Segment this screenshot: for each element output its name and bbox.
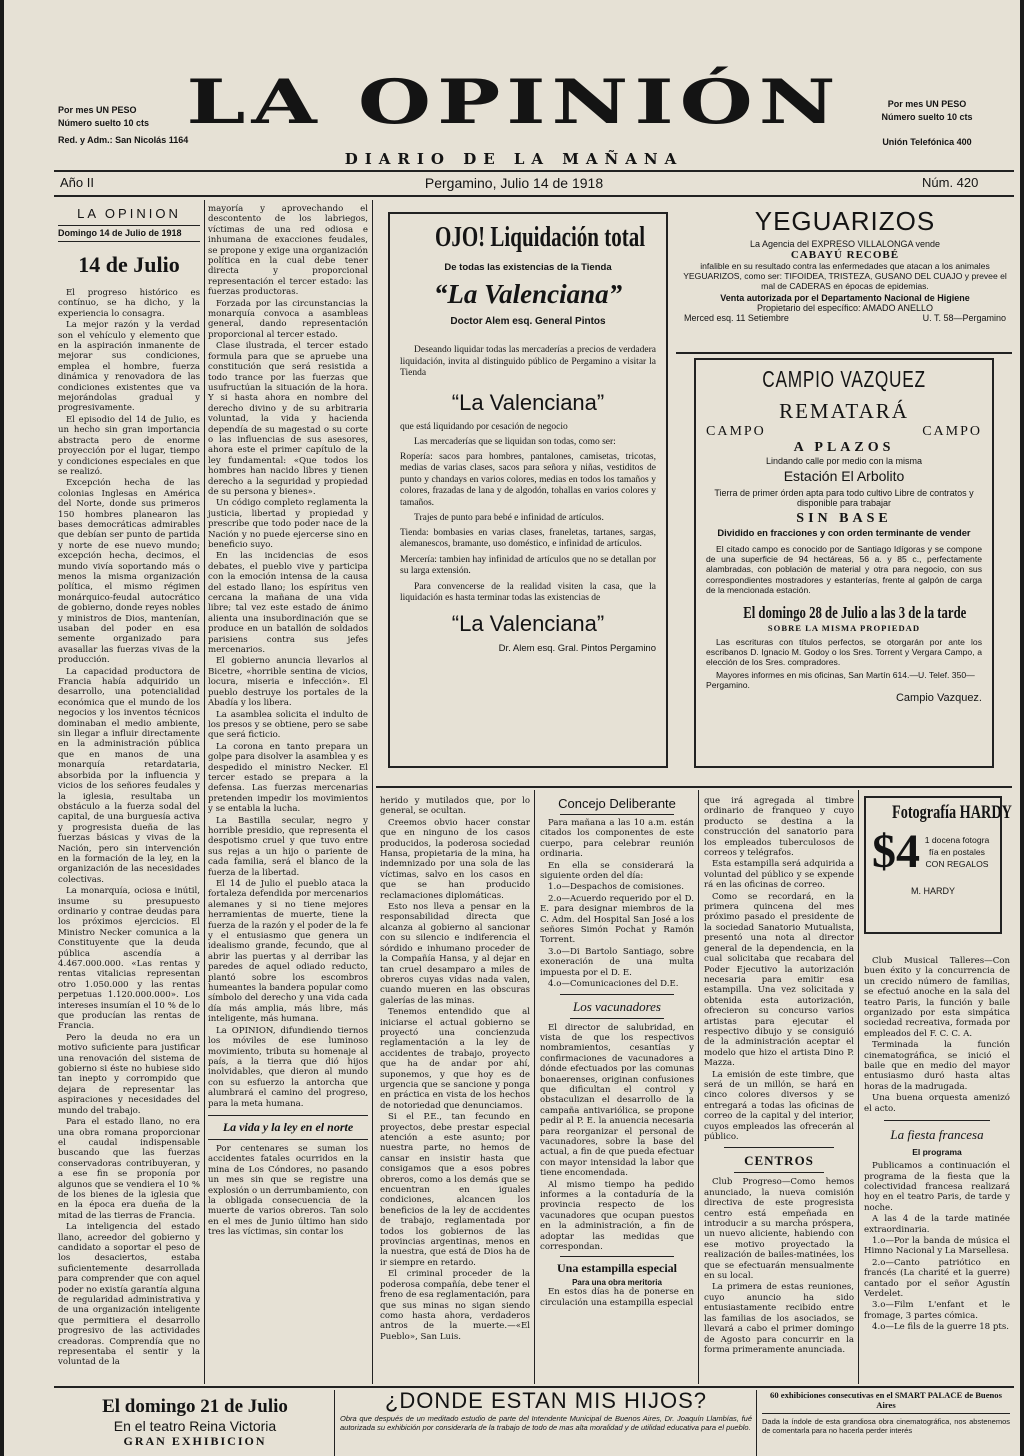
vacunadores-title: Los vacunadores xyxy=(573,998,661,1014)
paragraph: En las incidencias de esos debates, el pueblo vive y participa con la emoción intensa de la causa del estado llano; los espíritus ven cercana la mañana de una vida libre; tal vez este estado de ánimo alienta una insubordinación que se produce en un batallón de soldados parisiens contra sus jefes mercenarios. xyxy=(208,551,368,656)
paragraph: El 14 de Julio el pueblo ataca la fortaleza defendida por mercenarios alemanes y si no tiene mejores herramientas de muerte, tiene la fuerza de la razón y el poder de la fe y el entusiasmo que genera un idealismo grande, fecundo, que al abrir las puertas y al derribar las paredes de aquel odiado reducto, plantó sobre los escombros humeantes la bandera popular como símbolo del derecho y una vida cada día más amplia, más libre, más inteligente, más humana. xyxy=(208,879,368,1025)
ad-yeguarizos-l1: La Agencia del EXPRESO VILLALONGA vende xyxy=(749,239,941,249)
ad-valenciana-p2: Las mercaderías que se liquidan son todas, como ser: xyxy=(414,437,616,447)
paragraph: El episodio del 14 de Julio, es un hecho sin gran importancia abstracta pero de enorme proyección por el lugar, tiempo y condiciones especiales en que se realizó. xyxy=(58,414,200,477)
ad-yeguarizos-l3: infalible en su resultado contra las enfermedades que atacan a los animales YEGUARIZOS, como ser: TIFOIDEA, TRISTEZA, GUSANO DEL CUAJO y prevee el mal de CADERAS en épocas de epidemias. xyxy=(683,261,1007,291)
paragraph: El gobierno anuncia llevarlos al Bicetre, «horrible sentina de vicios, locura, miseria e infección». El pueblo destruye los portales de la Abadía y los libera. xyxy=(208,656,368,709)
paragraph: 4.o—Le fils de la guerre 18 pts. xyxy=(872,1322,1009,1333)
ad-campio-desc: El citado campo es conocido por de Santiago Idígoras y se compone de una superficie de 94 hectáreas, 56 a. y 85 c., perfectamente alambradas, con población de material y otra para negocio, con sus correspondientes mostradores y estanterías, frente al galpón de carga de la mencionada estación. xyxy=(706,544,982,595)
paragraph: 4.o—Comunicaciones del D.E. xyxy=(548,979,679,990)
paragraph: Publicamos a continuación el programa de la fiesta que la colectividad francesa realizará hoy en el teatro Paris, de tarde y noche. xyxy=(864,1161,1010,1213)
paragraph: Club Musical Talleres—Con buen éxito y la concurrencia de un crecido número de familias, se efectuó anoche en la sala del teatro Paris, la función y baile organizado por esta simpática sociedad recreativa, formada por empleados del F. C. C. A. xyxy=(864,956,1010,1039)
vacunadores-body xyxy=(540,1023,694,1253)
ad-campio-domingo-text: El domingo 28 de Julio a las 3 de la tarde xyxy=(743,603,967,623)
paragraph: Tenemos entendido que al iniciarse el actual gobierno se proyectó una concienzuda reglamentación a la ley de accidentes de trabajo, proyecto que ha de andar por ahí, suponemos, y que hoy es de urgencia que se sancione y ponga en práctica en vista de los hechos de notoriedad que denunciamos. xyxy=(380,1007,530,1111)
ad-campio-lindando: Lindando calle por medio con la misma xyxy=(765,456,923,466)
paragraph: Un código completo reglamenta la justicia, libertad y propiedad y prescribe que todo poder nace de la Nación y no puede ejercerse sino en beneficio suyo. xyxy=(208,498,368,550)
ad-hardy-line: CON REGALOS xyxy=(925,859,989,869)
ad-campio-dividido: Dividido en fracciones y con orden terminante de vender xyxy=(717,527,971,538)
concejo-body xyxy=(540,818,694,990)
ad-yeguarizos-l6a: Merced esq. 11 Setiembre xyxy=(684,313,789,323)
ad-campio-domingo xyxy=(706,603,982,623)
editorial-date: Domingo 14 de Julio de 1918 xyxy=(58,228,182,238)
ad-valenciana xyxy=(388,212,668,768)
paragraph: La inteligencia del estado llano, acreedor del gobierno y candidato a soportar el peso de los desaciertos, estaba suficientemente desarrollada para comprender que con aquel poder no existía garantía alguna de regularidad administrativa y de una organización inteligente que permitiera el desarrollo progresivo de las actividades creadoras. Comprendía que no representaba el sentir y la voluntad de la xyxy=(58,1222,200,1368)
paragraph: En ella se considerará la siguiente orden del día: xyxy=(540,860,694,882)
paragraph: La primera de estas reuniones, cuyo anuncio ha sido entusiastamente recibido entre las familias de los asociados, se llevará a cabo el primer domingo de Agosto para concurrir en la forma primeramente anunciada. xyxy=(704,1282,854,1355)
paragraph: 3.o—Di Bartolo Santiago, sobre exoneración de una multa impuesta por el D. E. xyxy=(540,946,694,978)
paragraph: 2.o—Acuerdo requerido por el D. E. para designar miembros de la C. Adm. del Hospital San José a los señores Simón Pochat y Ramón Torrent. xyxy=(540,893,694,946)
paragraph: La monarquía, ociosa e inútil, insume su presupuesto ordinario y contrae deudas para los próximos ejercicios. El Ministro Necker comunica a la Constituyente que la deuda pública ascendía a 4.467.000.000. «Las rentas y rentas vitalicias representan otro 1.050.000 y las rentas perpetuas 1.120.000.000». Los intereses insumían el 10 % de lo que producían las rentas de Francia. xyxy=(58,886,200,1032)
bottom-left xyxy=(60,1396,330,1449)
paragraph: La emisión de este timbre, que será de un millón, se hará en cinco colores diversos y se entregará a todas las oficinas de correo de la capital y del interior, cuyos empleados las ofrecerán al público. xyxy=(704,1069,854,1142)
ad-valenciana-p7: Para convencerse de la realidad visiten la casa, que la liquidación es hasta terminar todas las existencias de xyxy=(400,581,656,603)
bottom-left-line3: GRAN EXHIBICION xyxy=(123,1434,267,1448)
ad-valenciana-p6: Mercería: tambien hay infinidad de artículos que no se detallan por su larga extensión. xyxy=(400,554,656,576)
paragraph: Una buena orquesta amenizó el acto. xyxy=(864,1093,1010,1114)
ad-campio xyxy=(694,358,994,768)
concejo-title: Concejo Deliberante xyxy=(558,796,676,811)
ad-hardy-price: $4 xyxy=(872,825,920,878)
ad-yeguarizos-title: YEGUARIZOS xyxy=(754,206,936,236)
paragraph: Para el estado llano, no era una obra romana proporcionar el caudal indispensable buscando que las fuerzas conservadoras contribuyeran, y a ese fin se proponía por algunos que se vendiera el 10 % de los bienes de la iglesia que en la época era dueña de la mitad de las tierras de Francia. xyxy=(58,1117,200,1221)
paragraph: El director de salubridad, en vista de que los respectivos nombramientos, cesantías y confirmaciones de vacunadores a dónde efectuados por las comunas bonaerenses, originan confusiones que dificultan el control y obstaculizan el desarrollo de la campaña antivariólica, se propone pedir al P. E. la anuencia necesaria para reorganizar el personal de vacunadores, sobre la base del actual, a fin de que pueda efectuar con mayor intensidad la labor que tiene encomendada. xyxy=(540,1022,694,1179)
paragraph: Terminada la función cinematográfica, se inició el baile que en medio del mayor entusiasmo duró hasta altas horas de la madrugada. xyxy=(864,1040,1010,1092)
ad-yeguarizos-l2: CABAYÚ RECOBÉ xyxy=(790,249,900,261)
right-ear-line: Número suelto 10 cts xyxy=(881,112,973,122)
paragraph: 1.o—Despachos de comisiones. xyxy=(548,882,684,893)
left-ear-line: Número suelto 10 cts xyxy=(58,118,150,128)
bottom-mid-title: ¿DONDE ESTAN MIS HIJOS? xyxy=(384,1388,708,1413)
fiesta-programa: El programa xyxy=(912,1147,962,1158)
paragraph: 1.o—Por la banda de música el Himno Nacional y La Marsellesa. xyxy=(864,1235,1010,1257)
ad-valenciana-p5: Tienda: bombasies en varias clases, franeletas, tartanes, sargas, alemanescos, bramante, uso doméstico, e infinidad de artículos. xyxy=(400,527,656,549)
ad-yeguarizos xyxy=(680,206,1010,323)
ad-campio-plazos: A PLAZOS xyxy=(793,440,895,455)
concejo-column xyxy=(540,796,694,1309)
paragraph: 2.o—Canto patriótico en francés (La charité et la guerre) cantado por el señor Agustín Verdelet. xyxy=(864,1257,1010,1299)
paragraph: Excepción hecha de las colonias Inglesas en América del Norte, donde sus primeros 150 hombres planearon las bases democráticas admirables que debían ser punto de partida y norte de ese nuevo mundo; excepción hecha, decimos, el mundo vivía soportando más o menos la misma organización política, el mismo régimen monárquico-feudal autocrático de gobierno, donde reyes nobles y ministros de Dios, mantenían, usaban del poder en esa semente organizado para avasallar las fuerzas vivas de la producción. xyxy=(58,478,200,666)
bottom-right-line2: Dada la índole de esta grandiosa obra cinematográfica, nos abstenemos de comentarla para no hacerla perder interés xyxy=(762,1417,1010,1435)
ad-valenciana-footer: Dr. Alem esq. Gral. Pintos Pergamino xyxy=(498,642,656,654)
ad-valenciana-p3: Ropería: sacos para hombres, pantalones, camisetas, tricotas, medias de varias clases, sacos para señora y niñas, vestiditos de punto y chandays en varios colores, medias en todos los tamaños y colores, frazadas de lana y de algodón, tohallas en varios colores y tamaños. xyxy=(400,451,656,508)
ad-valenciana-intro: Deseando liquidar todas las mercaderías a precios de verdadera liquidación, invita al distinguido público de Pergamino a visitar la Tienda xyxy=(400,345,656,378)
paragraph: A las 4 de la tarde matinée extraordinaria. xyxy=(864,1214,1010,1235)
paragraph: Pero la deuda no era un motivo suficiente para justificar una renovación del sistema de gobierno si éste no hubiese sido tan inepto y corrompido que dejara de representar las aspiraciones y necesidades del mundo del trabajo. xyxy=(58,1032,200,1116)
stamp-column xyxy=(704,796,854,1356)
left-ear-line: Red. y Adm.: San Nicolás 1164 xyxy=(58,135,189,145)
mine-article xyxy=(380,796,530,1343)
paragraph: El criminal proceder de la poderosa compañía, debe tener el freno de esa reglamentación, para que sus minas no sigan siendo como hasta ahora, verdaderos antros de la muerte.—«El Pueblo», San Luis. xyxy=(380,1269,530,1342)
paragraph: Como se recordará, en la primera quincena del mes próximo pasado el presidente de la sociedad Sanatorio Mutualista, presentó una nota al director general de la dependencia, en la cual solicitaba que recabara del Poder Ejecutivo la autorización necesaria para emitir esa estampilla. Una vez solicitada y obtenida esta autorización, ofrecieron su concurso varios artistas para ejecutar el respectivo dibujo y se consiguió de la administración aceptar el modelo que hizo el artista Dino P. Mazza. xyxy=(704,891,854,1069)
fiesta-title: La fiesta francesa xyxy=(890,1127,984,1143)
ad-yeguarizos-l6b: U. T. 58—Pergamino xyxy=(922,313,1006,323)
ad-campio-sin-base: SIN BASE xyxy=(796,511,892,526)
editorial-column-1 xyxy=(58,206,200,1369)
editorial-column-2 xyxy=(208,204,368,1239)
right-column xyxy=(864,956,1010,1334)
right-ear-line: Unión Telefónica 400 xyxy=(882,137,972,147)
year-label: Año II xyxy=(60,175,94,190)
paragraph: El progreso histórico es contínuo, se ha dicho, y la experiencia lo consagra. xyxy=(58,288,200,319)
estampilla-subtitle: Para una obra meritoria xyxy=(572,1278,662,1288)
centros-body xyxy=(704,1177,854,1355)
bottom-right-line1: 60 exhibiciones consecutivas en el SMART PALACE de Buenos Aires xyxy=(770,1390,1002,1410)
ad-valenciana-headline xyxy=(400,222,656,254)
paragraph: Por centenares se suman los accidentes fatales ocurridos en la mina de Los Cóndores, no pasando un mes sin que se registre una explosión o un derrumbamiento, con la obligada consecuencia de la muerte de varios obreros. Tan solo en el mes de Junio último han sido tres las víctimas, sin contar los xyxy=(208,1143,368,1238)
centros-title: CENTROS xyxy=(744,1153,814,1169)
left-ear-line: Por mes UN PESO xyxy=(58,105,137,115)
ad-valenciana-store: “La Valenciana” xyxy=(433,279,623,309)
paragraph: Si el P.E., tan fecundo en proyectos, debe prestar especial atención a este asunto; por nuestra parte, no hemos de cansar en insistir hasta que consigamos que a esos pobres obreros, como a los demás que se encuentran en iguales condiciones, alcancen los beneficios de la ley de accidentes de trabajo, reglamentada por todos los gobiernos de las provincias argentinas, menos en la nuestra, que está de Dios ha de ir siempre en retardo. xyxy=(380,1112,530,1268)
ad-campio-estacion: Estación El Arbolito xyxy=(783,468,905,484)
ad-hardy-price-row xyxy=(872,826,994,878)
estampilla-title: Una estampilla especial xyxy=(557,1261,677,1276)
ad-yeguarizos-l5: Propietario del específico: AMADO ANELLO xyxy=(756,303,934,313)
ad-hardy-text xyxy=(920,834,994,870)
vida-body xyxy=(208,1144,368,1238)
stamp-body xyxy=(704,796,854,1142)
ad-hardy-title xyxy=(872,802,1012,824)
paragraph: 3.o—Film L'enfant et le fromage, 3 partes cómica. xyxy=(864,1300,1010,1321)
ad-valenciana-headline-text: OJO! Liquidación total xyxy=(435,222,646,253)
paragraph: Clase ilustrada, el tercer estado formula para que se apruebe una constitución que será resistida a todo trance por las fuerzas que usufructúan la situación de la hora. Y si hasta ahora en nombre del derecho divino y de su arbitraria voluntad, la vida y hacienda dependía de su magestad o su corte o las influencias de sus asesores, ahora este el primer capítulo de la ley fundamental: «Que todos los hombres han nacido libres y tienen derecho a la seguridad y propiedad de su persona y bienes». xyxy=(208,341,368,497)
ad-hardy-firm: M. HARDY xyxy=(910,886,955,896)
paragraph: La corona en tanto prepara un golpe para disolver la asamblea y es despedido el ministro Necker. El tercer estado se prepara a la defensa. Las fuerzas mercenarias pretenden impedir los movimientos y se entabla la lucha. xyxy=(208,741,368,815)
paragraph: La capacidad productora de Francia había adquirido un desarrollo, una potencialidad económica que el mundo de los negocios y los inventos técnicos dominaban el medio ambiente, sin llegar a influir directamente en la administración pública que en manos de una monarquía retardataria, absorbida por la influencia y vicios de los señores feudales y la iglesia, resultaba un obstáculo a la fuerza sodal del capital, de una burguesía activa y progresista dueña de las fuerzas básicas y vivas de la Nación, pero sin intervención en la formación de la ley, en la organización de las necesidades colectivas. xyxy=(58,666,200,885)
fiesta-body xyxy=(864,1161,1010,1333)
issue-number: Núm. 420 xyxy=(922,175,979,190)
ad-valenciana-line1: De todas las existencias de la Tienda xyxy=(444,262,612,273)
paragraph: Esta estampilla será adquirida a voluntad del público y se expende rá en las oficinas de correo. xyxy=(704,859,854,891)
right-ear xyxy=(852,98,1002,149)
bottom-mid xyxy=(340,1388,752,1432)
ad-valenciana-address: Doctor Alem esq. General Pintos xyxy=(450,316,606,327)
paragraph: La asamblea solicita el indulto de los presos y se obtiene, pero se sabe que será ficticio. xyxy=(208,709,368,741)
paragraph: Forzada por las circunstancias la monarquía convoca a asambleas general, dando representación proporcional al tercer estado. xyxy=(208,298,368,340)
ad-campio-title-text: CAMPIO VAZQUEZ xyxy=(762,366,926,392)
estampilla-body xyxy=(540,1287,694,1308)
dateline: Pergamino, Julio 14 de 1918 xyxy=(424,175,604,191)
bottom-mid-body: Obra que después de un meditado estudio de parte del Intendente Municipal de Buenos Aires, Dr. Joaquín Llambías, fué autorizada su exhibición por considerarla de la trabajo de todo de mas alta moralidad y de utilidad educativa para el pueblo. xyxy=(340,1414,752,1432)
paragraph: En estos días ha de ponerse en circulación una estampilla especial xyxy=(540,1287,694,1308)
ad-campio-mayores: Mayores informes en mis oficinas, San Martín 614.—U. Telef. 350—Pergamino. xyxy=(706,669,975,690)
editorial-headline: 14 de Julio xyxy=(78,252,180,277)
ad-valenciana-store2: “La Valenciana” xyxy=(451,389,605,415)
masthead-title: LA OPINIÓN xyxy=(186,66,842,138)
paragraph: La Bastilla secular, negro y horrible presidio, que representa el despotismo cruel y que tuvo entre sus rejas a un hijo o pariente de cada familia, será el blanco de la fuerza de la libertad. xyxy=(208,815,368,878)
ad-valenciana-p1: que está liquidando por cesación de negocio xyxy=(400,421,568,432)
ad-hardy-line: 1 docena fotogra xyxy=(924,835,990,845)
ad-campio-tierra: Tierra de primer órden apta para todo cultivo Libre de contratos y disponible para trabajar xyxy=(714,488,974,508)
ad-campio-escrituras: Las escrituras con títulos perfectos, se otorgarán por ante los escribanos D. Ignacio M. Godoy o los Sres. Torrent y Vergara Campo, a elección de los Sres. compradores. xyxy=(706,637,982,668)
ad-hardy-title-text: Fotografía HARDY xyxy=(891,802,1012,823)
bottom-left-line2: En el teatro Reina Victoria xyxy=(113,1418,277,1434)
ad-valenciana-p4: Trajes de punto para bebé e infinidad de artículos. xyxy=(414,513,604,523)
masthead-title-box xyxy=(184,66,844,156)
club-article xyxy=(864,956,1010,1114)
paragraph: que irá agregada al timbre ordinario de franqueo y cuyo producto se destina a la construcción del sanatorio para los empleados tuberculosos de correos y telégrafos. xyxy=(704,796,854,859)
ad-campio-campo-left: CAMPO xyxy=(706,424,766,439)
paragraph: Al mismo tiempo ha pedido informes a la contaduría de la provincia respecto de los vacunadores que ocupan puestos en la administración, a fin de adoptar las medidas que correspondan. xyxy=(540,1179,694,1253)
paragraph: Creemos obvio hacer constar que en ninguno de los casos producidos, la poderosa sociedad Hansa, propietaria de la mina, ha indemnizado por una sola de las víctimas, salvo en los casos en que se han producido reclamaciones diplomáticas. xyxy=(380,817,530,901)
paragraph: La mejor razón y la verdad son el vehículo y elemento que en la aspiración inmanente de mejorar sus condiciones, emplea el hombre, fuerza dinámica y renovadora de las condiciones existentes que va mejorándolas gradual y progresivamente. xyxy=(58,320,200,414)
paragraph: herido y mutilados que, por lo general, se ocultan. xyxy=(380,796,530,817)
paragraph: Esto nos lleva a pensar en la responsabilidad directa que alcanza al gobierno al sancionar con su silencio e indiferencia el sórdido e inhumano proceder de la Compañía Hansa, y al dejar en tan cruel desamparo a miles de obreros cuyas vidas nada valen, cuando mueren en las obscuras galerías de las minas. xyxy=(380,902,530,1006)
paragraph: La OPINION, difundiendo tiernos los móviles de ese luminoso movimiento, tributa su homenaje al país, a la tierra que dió hijos inolvidables, que dieron al mundo con su esfuerzo la antorcha que alumbrará el camino del progreso, para la meta humana. xyxy=(208,1025,368,1109)
masthead-subtitle: DIARIO DE LA MAÑANA xyxy=(344,150,684,168)
ad-campio-campo-row xyxy=(706,424,982,440)
editorial-section-title: LA OPINION xyxy=(77,206,181,221)
ad-campio-remata: REMATARÁ xyxy=(779,399,909,423)
paragraph: Club Progreso—Como hemos anunciado, la nueva comisión directiva de este progresista centro está empeñada en introducir a su marcha próspera, un nuevo aliciente, habiendo con ese motivo proyectado la realización de bailes-matinées, los que se efectuarán mensualmente en su local. xyxy=(704,1177,854,1282)
ad-campio-propiedad: SOBRE LA MISMA PROPIEDAD xyxy=(767,623,921,634)
ad-campio-campo-right: CAMPO xyxy=(922,424,982,439)
editorial-body-2 xyxy=(208,204,368,1109)
right-ear-line: Por mes UN PESO xyxy=(887,99,967,109)
editorial-body xyxy=(58,288,200,1368)
ad-hardy xyxy=(864,796,1012,934)
ad-valenciana-store3: “La Valenciana” xyxy=(451,610,605,636)
vida-headline: La vida y la ley en el norte xyxy=(222,1119,354,1134)
paragraph: Para mañana a las 10 a.m. están citados los componentes de este cuerpo, para celebrar reunión ordinaria. xyxy=(540,818,694,860)
paragraph: mayoría y aprovechando el descontento de los labriegos, víctimas de una red odiosa e inhumana de exacciones feudales, se propone y exige una organización política en la cual debe tener directa y proporcional representación el tercer estado: las fuerzas productoras. xyxy=(208,204,368,298)
ad-campio-title xyxy=(706,366,982,393)
bottom-left-line1: El domingo 21 de Julio xyxy=(102,1396,288,1417)
ad-yeguarizos-l4: Venta autorizada por el Departamento Nacional de Higiene xyxy=(720,293,970,303)
ad-campio-firma: Campio Vazquez. xyxy=(895,692,982,705)
newspaper-page xyxy=(4,0,1020,1456)
bottom-right xyxy=(762,1390,1010,1435)
ad-yeguarizos-l6 xyxy=(680,313,1010,323)
ad-hardy-line: fía en postales xyxy=(929,847,985,857)
